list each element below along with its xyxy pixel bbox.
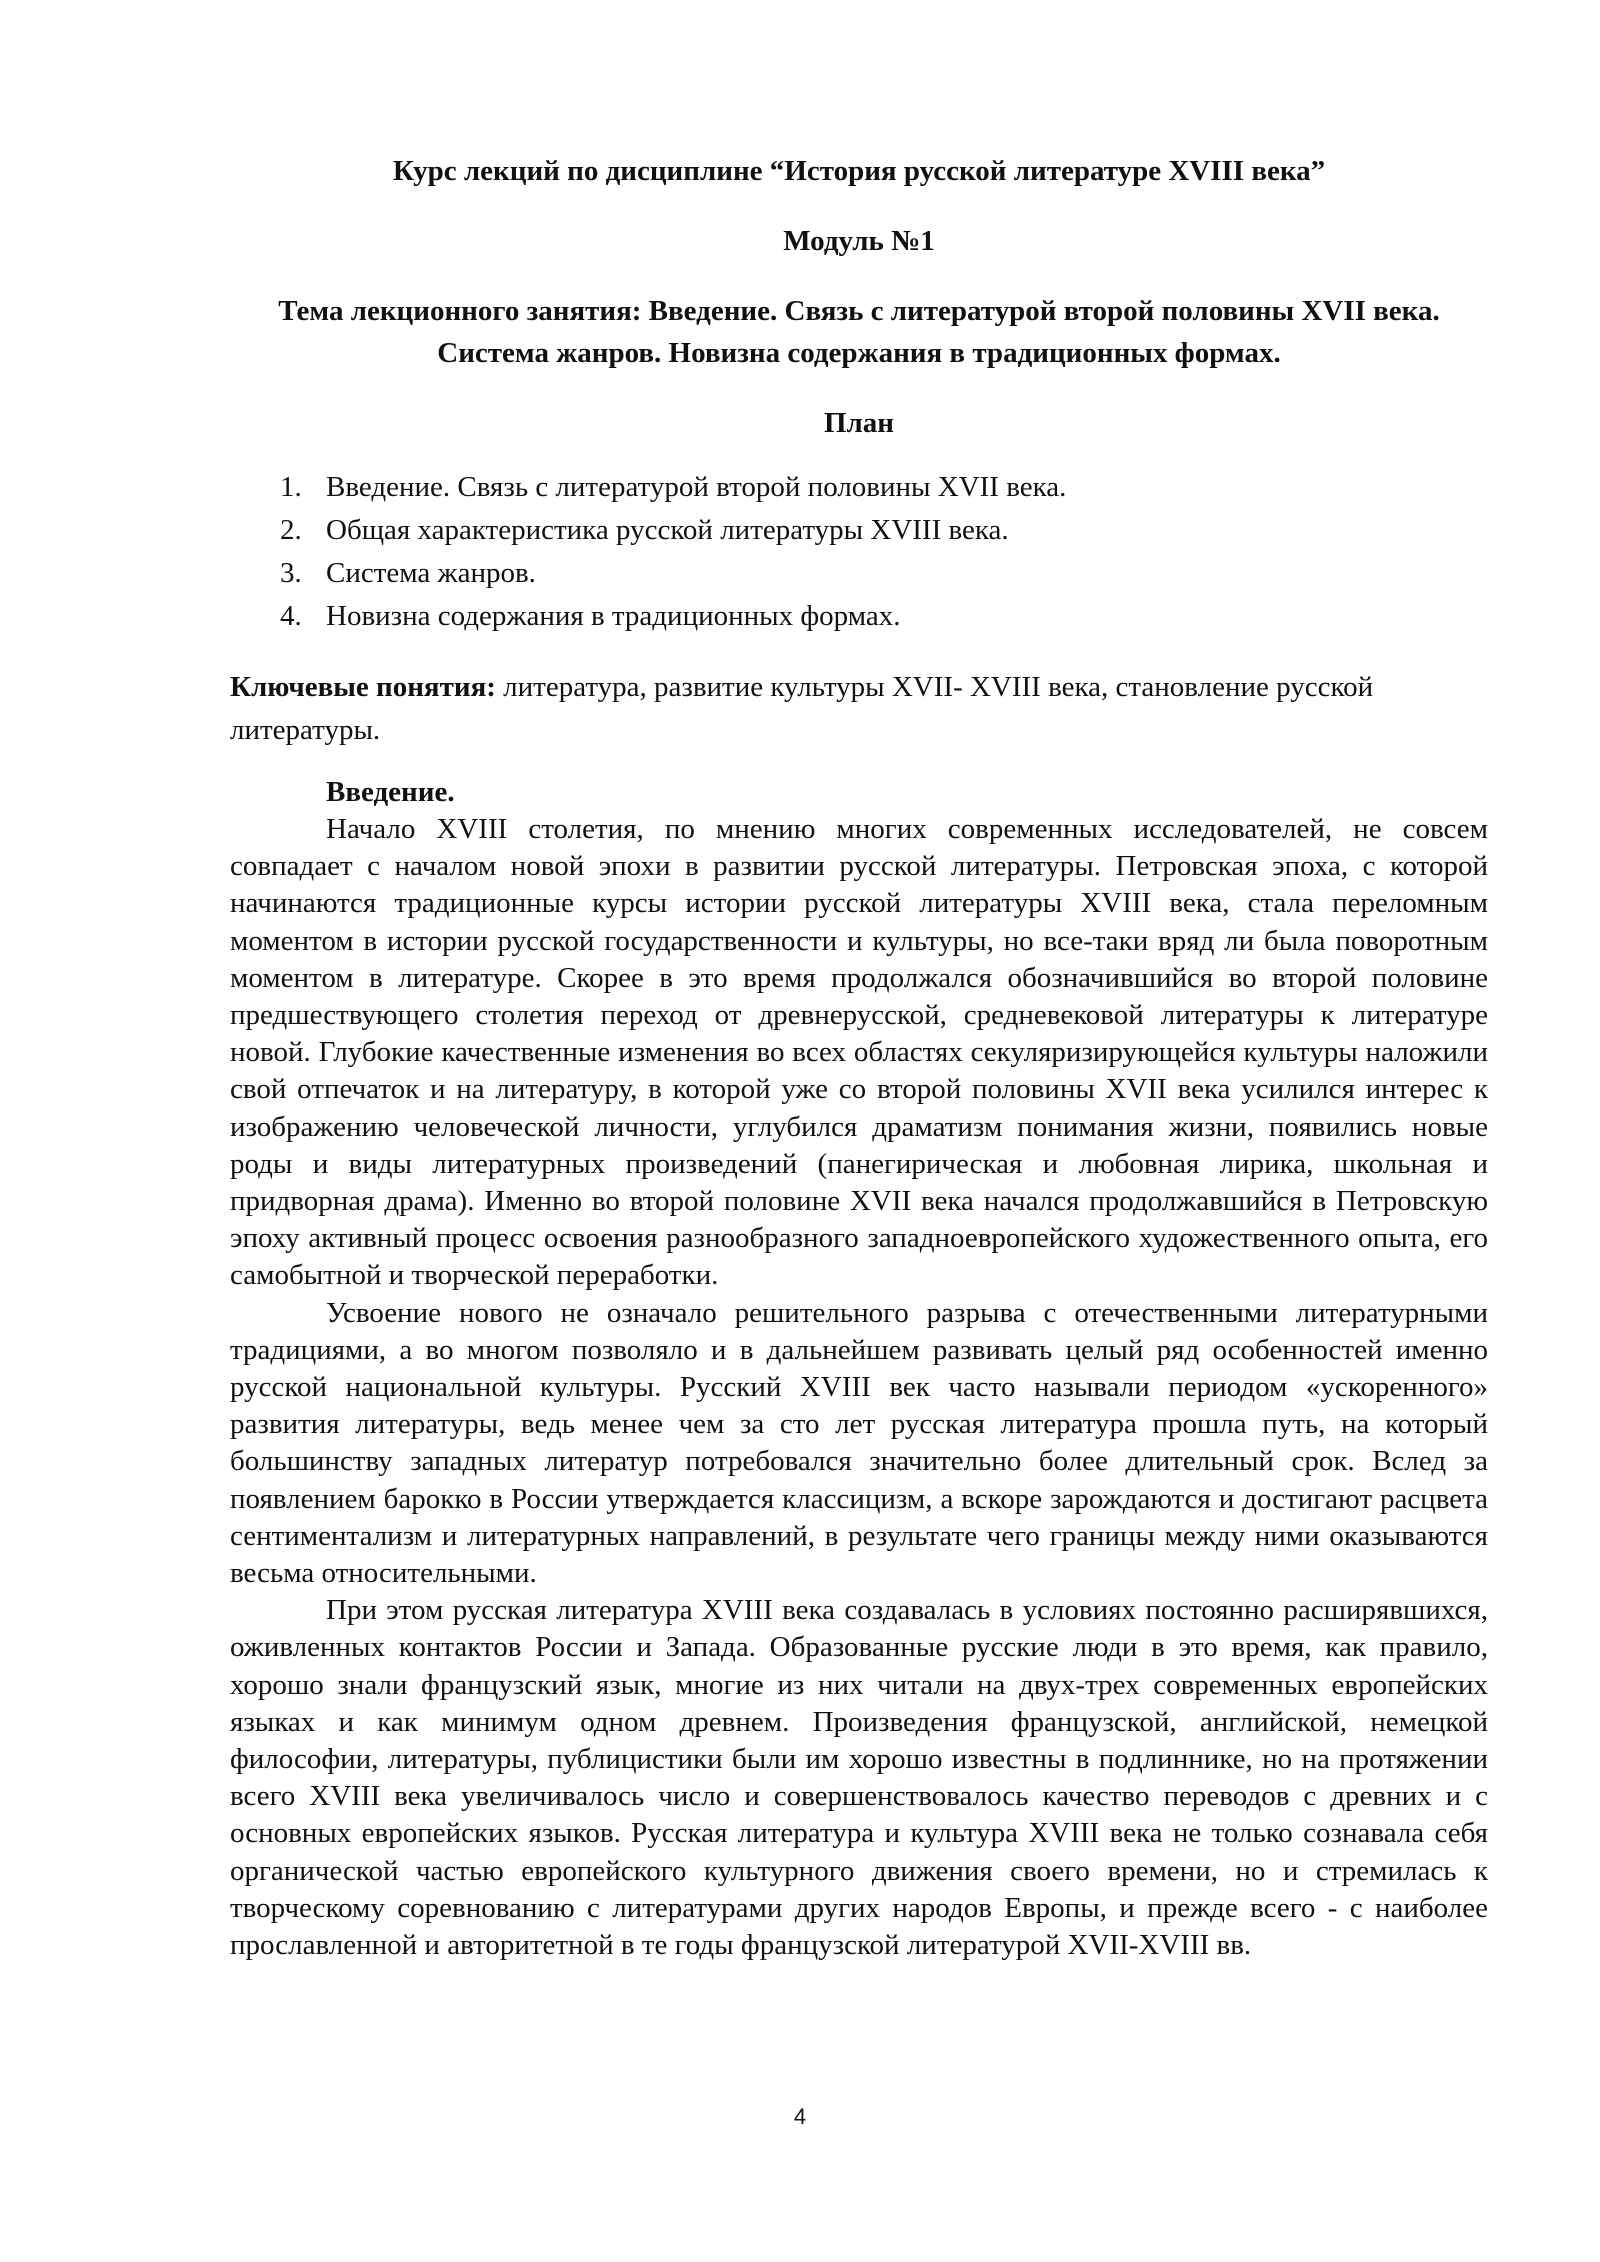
page-content — [230, 150, 1488, 1964]
plan-item-text: Новизна содержания в традиционных формах. — [326, 600, 901, 632]
module-title: Модуль №1 — [783, 225, 935, 257]
plan-item — [230, 509, 1488, 552]
plan-item-number: 4. — [280, 600, 302, 632]
plan-list — [230, 466, 1488, 638]
course-title: Курс лекций по дисциплине “История русской литературе XVIII века” — [392, 155, 1326, 187]
topic-title: Тема лекционного занятия: Введение. Связь с литературой второй половины XVII века. Система жанров. Новизна содержания в традиционных формах. — [278, 295, 1440, 369]
body-paragraph: При этом русская литература XVIII века создавалась в условиях постоянно расширявшихся, оживленных контактов России и Запада. Образованные русские люди в это время, как правило, хорошо знали французский язык, многие из них читали на двух-трех современных европейских языках и как минимум одном древнем. Произведения французской, английской, немецкой философии, литературы, публицистики были им хорошо известны в подлиннике, но на протяжении всего XVIII века увеличивалось число и совершенствовалось качество переводов с древних и с основных европейских языков. Русская литература и культура XVIII века не только сознавала себя органической частью европейского культурного движения своего времени, но и стремилась к творческому соревнованию с литературами других народов Европы, и прежде всего - с наиболее прославленной и авторитетной в те годы французской литературой XVII-XVIII вв. — [230, 1594, 1488, 1962]
plan-item — [230, 466, 1488, 509]
plan-title: План — [823, 407, 895, 439]
keywords-text: литература, развитие культуры XVII- XVIII века, становление русской литературы. — [230, 671, 1374, 746]
plan-item — [230, 552, 1488, 595]
plan-item-number: 1. — [280, 471, 302, 503]
plan-item-text: Введение. Связь с литературой второй половины XVII века. — [326, 471, 1067, 503]
page-number: 4 — [793, 2104, 807, 2129]
body-paragraph: Начало XVIII столетия, по мнению многих современных исследователей, не совсем совпадает с началом новой эпохи в развитии русской литературы. Петровская эпоха, с которой начинаются традиционные курсы истории русской литературы XVIII века, стала переломным моментом в истории русской государственности и культуры, но все-таки вряд ли была поворотным моментом в литературе. Скорее в это время продолжался обозначившийся во второй половине предшествующего столетия переход от древнерусской, средневековой литературы к литературе новой. Глубокие качественные изменения во всех областях секуляризирующейся культуры наложили свой отпечаток и на литературу, в которой уже со второй половины XVII века усилился интерес к изображению человеческой личности, углубился драматизм понимания жизни, появились новые роды и виды литературных произведений (панегирическая и любовная лирика, школьная и придворная драма). Именно во второй половине XVII века начался продолжавшийся в Петровскую эпоху активный процесс освоения разнообразного западноевропейского художественного опыта, его самобытной и творческой переработки. — [230, 813, 1488, 1292]
plan-item-text: Общая характеристика русской литературы XVIII века. — [326, 514, 1009, 546]
plan-item-text: Система жанров. — [326, 557, 536, 589]
body-paragraph: Усвоение нового не означало решительного разрыва с отечественными литературными традициями, а во многом позволяло и в дальнейшем развивать целый ряд особенностей именно русской национальной культуры. Русский XVIII век часто называли периодом «ускоренного» развития литературы, ведь менее чем за сто лет русская литература прошла путь, на который большинству западных литератур потребовался значительно более длительный срок. Вслед за появлением барокко в России утверждается классицизм, а вскоре зарождаются и достигают расцвета сентиментализм и литературных направлений, в результате чего границы между ними оказываются весьма относительными. — [230, 1296, 1488, 1590]
keywords-label: Ключевые понятия: — [230, 671, 496, 703]
plan-item-number: 3. — [280, 557, 302, 589]
intro-heading: Введение. — [326, 776, 455, 808]
keywords-paragraph — [230, 666, 1488, 752]
plan-item-number: 2. — [280, 514, 302, 546]
plan-item — [230, 595, 1488, 638]
